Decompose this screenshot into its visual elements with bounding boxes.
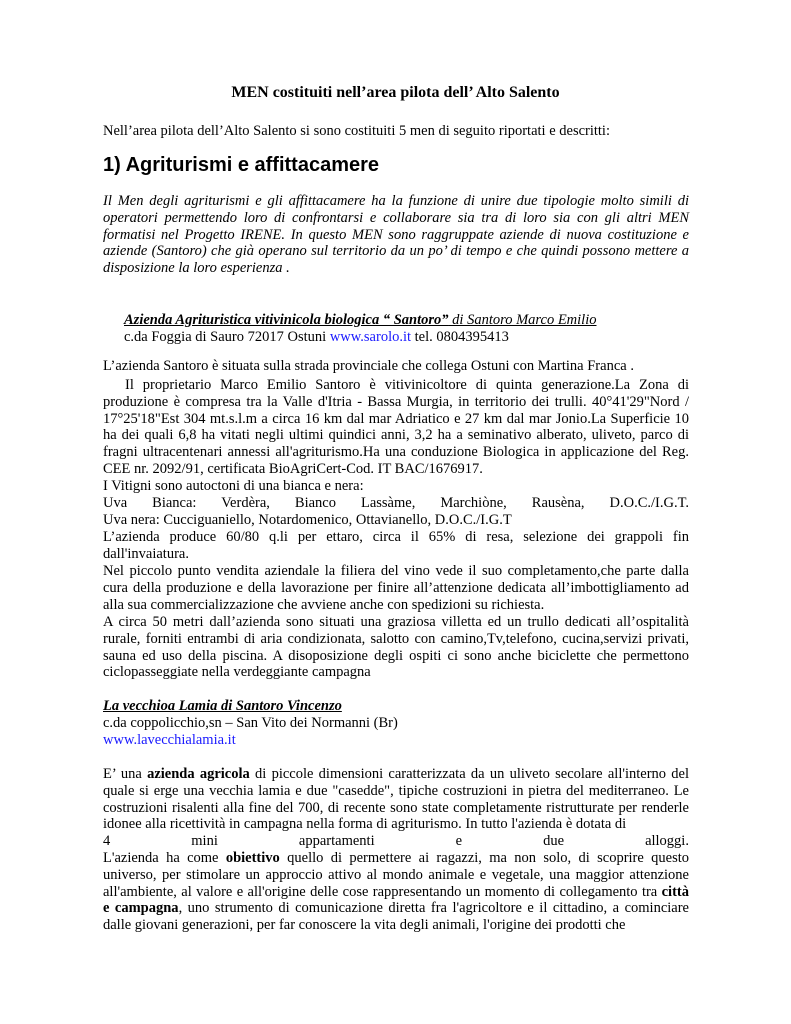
document-title: MEN costituiti nell’area pilota dell’ Alto Salento	[231, 84, 560, 101]
santoro-uva-bianca: Uva Bianca: Verdèra, Bianco Lassàme, Marchiòne, Rausèna, D.O.C./I.G.T.	[103, 495, 689, 511]
santoro-phone: tel. 0804395413	[411, 329, 509, 345]
lamia-p2-text-e: , uno strumento di comunicazione diretta fra l'agricoltore e il cittadino, a cominciare dalle giovani generazioni, per far conoscere la vita degli animali, l'origine dei prodotti che	[103, 900, 689, 934]
santoro-heading	[124, 312, 684, 329]
santoro-address: c.da Foggia di Sauro 72017 Ostuni	[124, 329, 330, 345]
section-heading: 1) Agriturismi e affittacamere	[103, 154, 380, 176]
lamia-p2-text-a: L'azienda ha come	[103, 850, 226, 866]
apts-word: appartamenti	[298, 833, 375, 849]
santoro-uva-nera: Uva nera: Cucciguaniello, Notardomenico, Ottavianello, D.O.C./I.G.T	[103, 512, 512, 528]
lamia-p1-bold: azienda agricola	[147, 766, 250, 782]
apts-word: mini	[191, 833, 218, 849]
santoro-location-paragraph: L’azienda Santoro è situata sulla strada provinciale che collega Ostuni con Martina Franca .	[103, 358, 634, 374]
santoro-production-paragraph: L’azienda produce 60/80 q.li per ettaro, circa il 65% di resa, selezione dei grappoli fin dall'invaiatura.	[103, 529, 689, 562]
santoro-owner: di Santoro Marco Emilio	[448, 312, 597, 328]
apts-word: alloggi.	[645, 833, 689, 849]
lamia-apartments-line	[103, 833, 689, 850]
lamia-p1-text-c: di piccole dimensioni caratterizzata da un uliveto secolare all'interno del quale si erge una vecchia lamia e due "casedde", tipiche costruzioni in pietra del mediterraneo. Le costruzioni risalenti alla fine del 700, di recente sono state completamente ristrutturate per renderle idonee alla ricettività in campagna nella forma di agriturismo. In tutto l'azienda è dotata di	[103, 766, 690, 833]
lead-paragraph: Nell’area pilota dell’Alto Salento si sono costituiti 5 men di seguito riportati e descritti:	[103, 123, 610, 139]
santoro-contacts	[124, 329, 684, 346]
santoro-name: Azienda Agrituristica vitivinicola biologica “ Santoro”	[124, 312, 449, 328]
apts-word: e	[455, 833, 463, 849]
santoro-owner-paragraph: Il proprietario Marco Emilio Santoro è vitivinicoltore di quinta generazione.La Zona di produzione è compresa tra la Valle d'Itria - Bassa Murgia, in territorio dei trulli. 40°41'29"Nord / 17°25'18"Est 304 mt.s.l.m a circa 16 km dal mar Adriatico e 27 km dal mar Jonio.La Superficie 10 ha dei quali 6,8 ha vitati negli ultimi quindici anni, 3,2 ha a seminativo alberato, uliveto, parco di fragni ultracentenari annessi all'agriturismo.Ha una conduzione Biologica in applicazione del Reg. CEE nr. 2092/91, certificata BioAgriCert-Cod. IT BAC/1676917.	[103, 377, 689, 477]
santoro-sales-paragraph: Nel piccolo punto vendita aziendale la filiera del vino vede il suo completamento,che parte dalla cura della produzione e della lavorazione per finire all’attenzione dedicata all’imbottigliamento ad alla sua commercializzazione che avviene anche con spedizioni su richiesta.	[103, 563, 689, 613]
lamia-objective-paragraph	[103, 850, 689, 934]
lamia-name: La vecchioa Lamia di Santoro Vincenzo	[103, 698, 342, 714]
lamia-website-row	[103, 732, 689, 749]
apts-word: due	[543, 833, 565, 849]
lamia-p1-text-a: E’ una	[103, 766, 148, 782]
santoro-lodging-paragraph: A circa 50 metri dall’azienda sono situati una graziosa villetta ed un trullo dedicati all’ospitalità rurale, forniti entrambi di aria condizionata, salotto con camino,Tv,telefono, cucina,servizi privati, sauna ed uso della piscina. A disoposizione degli ospiti ci sono anche biciclette che permettono ciclopasseggiate nella verdeggiante campagna	[103, 614, 689, 681]
lamia-website-link[interactable]: www.lavecchialamia.it	[103, 732, 236, 748]
lamia-p2-bold-citta: città e campagna	[103, 883, 689, 917]
lamia-p2-text-c: quello di permettere ai ragazzi, ma non solo, di scoprire questo universo, per stimolare un approccio attivo al mondo animale e vegetale, una maggior attenzione all'ambiente, al valore e all'origine delle cose rappresentando un momento di collegamento tra	[103, 850, 689, 900]
santoro-vitigni-intro: I Vitigni sono autoctoni di una bianca e nera:	[103, 478, 364, 494]
apts-word: 4	[103, 833, 111, 849]
section-intro: Il Men degli agriturismi e gli affittacamere ha la funzione di unire due tipologie molto simili di operatori permettendo loro di confrontarsi e collaborare sia tra di loro sia con gli altri MEN formatisi nel Progetto IRENE. In questo MEN sono raggruppate aziende di nuova costituzione e aziende (Santoro) che già operano sul territorio da un po’ di tempo e che quindi possono mettere a disposizione la loro esperienza .	[103, 193, 689, 277]
lamia-p2-bold-obiettivo: obiettivo	[225, 850, 280, 866]
lamia-address: c.da coppolicchio,sn – San Vito dei Normanni (Br)	[103, 715, 398, 731]
lamia-heading	[103, 698, 689, 715]
santoro-website-link[interactable]: www.sarolo.it	[329, 329, 412, 345]
lamia-description-paragraph	[103, 766, 689, 833]
